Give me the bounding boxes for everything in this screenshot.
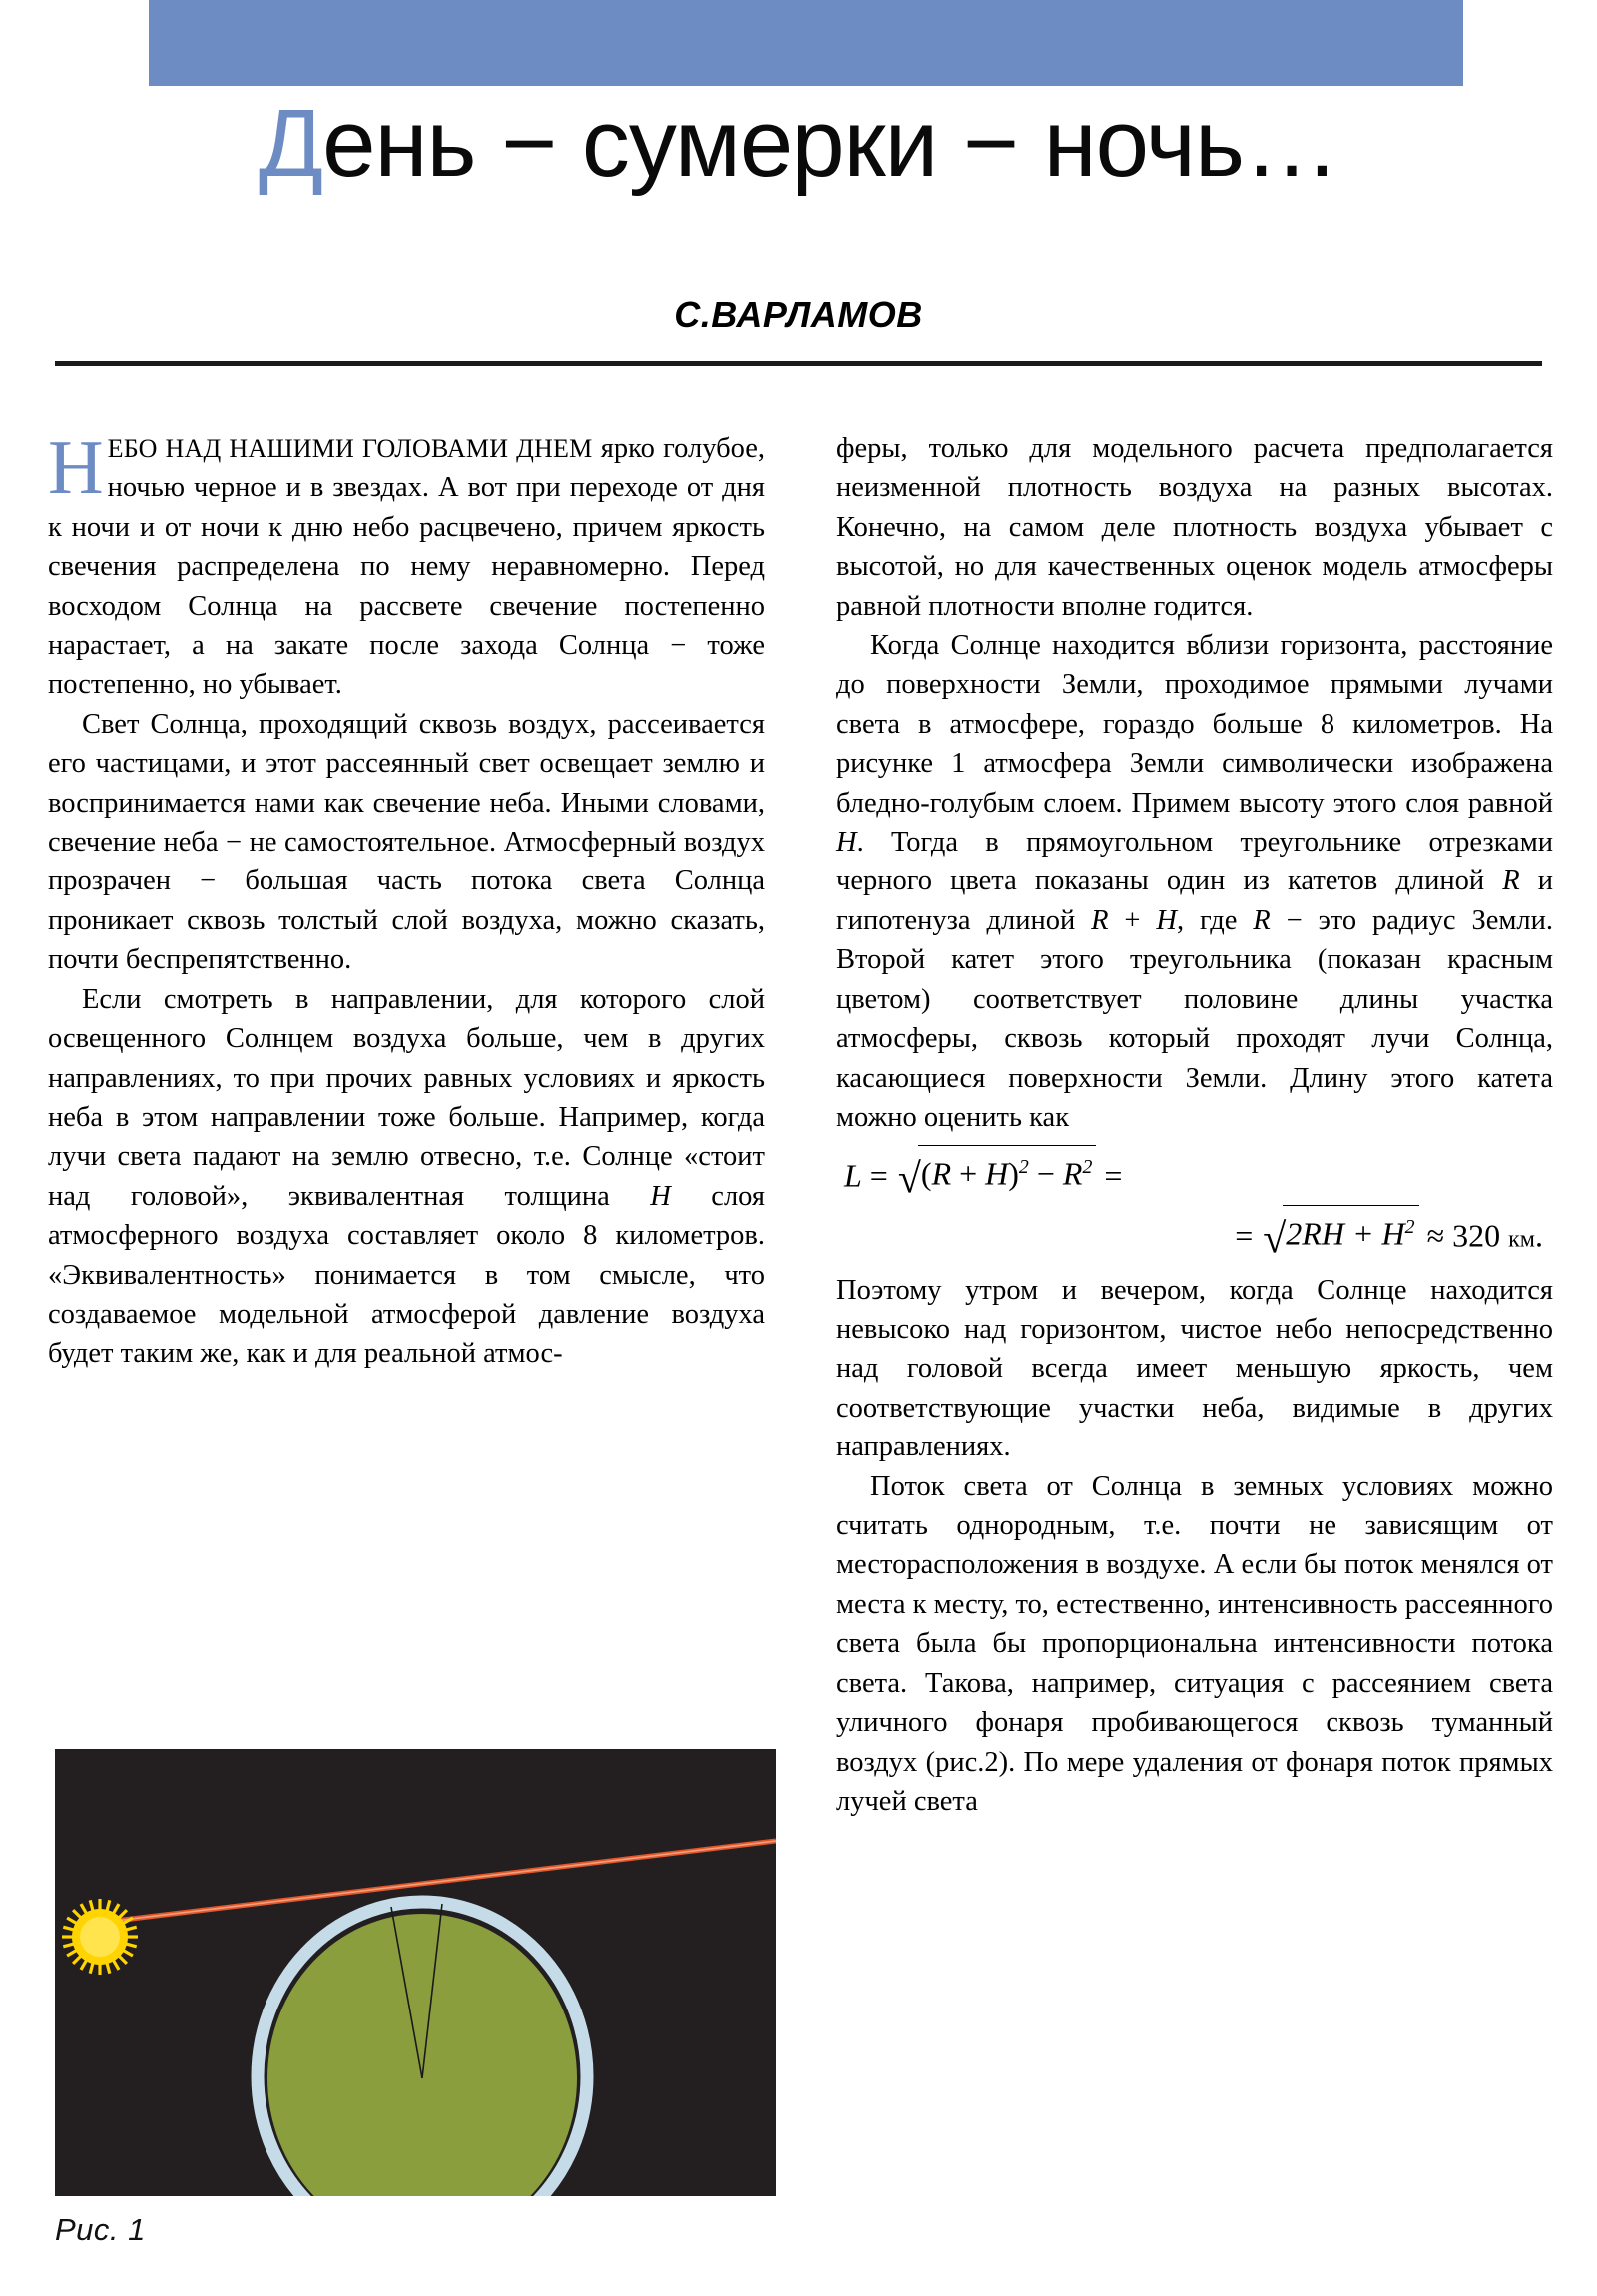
opening-small-caps: ЕБО НАД НАШИМИ ГОЛОВАМИ ДНЕМ — [107, 434, 593, 463]
page-title — [0, 90, 1597, 197]
figure-1-container — [55, 1749, 776, 2248]
radicand-R-squared: R — [1062, 1155, 1083, 1192]
formula-lhs-L: L — [844, 1157, 862, 1194]
figure-1-image — [55, 1749, 776, 2196]
paren-open: ( — [920, 1155, 932, 1192]
title-drop-letter: Д — [259, 90, 323, 197]
paragraph-3 — [48, 980, 765, 1374]
radicand-H: H — [985, 1155, 1009, 1192]
right-text-column — [836, 429, 1553, 1821]
exponent-2-b: 2 — [1082, 1156, 1093, 1179]
formula-unit: км — [1508, 1226, 1535, 1253]
variable-H-layer-height: H — [836, 827, 857, 859]
paragraph-7: Поток света от Солнца в земных условиях можно считать однородным, т.е. почти не зависящим от месторасположения в воздухе. А если бы поток менялся от места к месту, то, естественно, интенсивность рассеянного света была бы пропорциональна интенсивности потока света. Такова, например, ситуация с рассеянием света уличного фонаря пробивающегося сквозь туманный воздух (рис.2). По мере удаления от фонаря поток прямых лучей света — [836, 1470, 1553, 1817]
header-color-bar — [149, 0, 1463, 86]
variable-H: H — [650, 1180, 671, 1212]
radical-sign-icon-2: √ — [1263, 1216, 1287, 1263]
paragraph-3-part-b: слоя атмосферного воздуха составляет около 8 километров. «Эквивалентность» понимается в том смысле, что создаваемое модельной атмосферой давление воздуха будет таким же, как и для реальной атмос- — [48, 1180, 765, 1370]
paragraph-6: Поэтому утром и вечером, когда Солнце находится невысоко над горизонтом, чистое небо непосредственно над головой всегда имеет меньшую яркость, чем соответствующие участки неба, видимые в других направлениях. — [836, 1274, 1553, 1463]
formula-value: 320 — [1452, 1217, 1501, 1254]
paragraph-1-body: ярко голубое, ночью черное и в звездах. А вот при переходе от дня к ночи и от ночи к дню небо расцвечено, причем яркость свечения распределена по нему неравномерно. Перед восходом Солнца на рассвете свечение постепенно нарастает, а на закате после захода Солнца − тоже постепенно, но убывает. — [48, 433, 765, 701]
plus-sign: + — [1108, 904, 1157, 936]
formula-equals-3: = — [1235, 1217, 1254, 1254]
formula-line-1 — [836, 1147, 1553, 1201]
paragraph-5 — [836, 626, 1553, 1137]
paragraph-2: Свет Солнца, проходящий сквозь воздух, рассеивается его частицами, и этот рассеянный свет освещает землю и воспринимается нами как свечение неба. Иными словами, свечение неба − не самостоятельное. Атмосферный воздух прозрачен − большая часть потока света Солнца проникает сквозь толстый слой воздуха, можно сказать, почти беспрепятственно. — [48, 708, 765, 976]
sun-inner-glow — [80, 1917, 120, 1957]
variable-H-hypotenuse: H — [1156, 904, 1177, 936]
paragraph-5-part-a: Когда Солнце находится вблизи горизонта, расстояние до поверхности Земли, проходимое прямыми лучами света в атмосфере, гораздо больше 8 километров. На рисунке 1 атмосфера Земли символически изображена бледно-голубым слоем. Примем высоту этого слоя равной — [836, 630, 1553, 819]
title-text: ень − сумерки − ночь… — [322, 90, 1338, 197]
paragraph-5-part-b: . Тогда в прямоугольном треугольнике отрезками черного цвета показаны один из катетов длиной — [836, 827, 1553, 897]
radicand-plus: + — [951, 1155, 986, 1192]
header-divider-rule — [55, 361, 1542, 366]
paragraph-4: феры, только для модельного расчета предполагается неизменной плотность воздуха на разных высотах. Конечно, на самом деле плотность воздуха убывает с высотой, но для качественных оценок модель атмосферы равной плотности вполне годится. — [836, 433, 1553, 622]
paragraph-5-part-e: − это радиус Земли. Второй катет этого треугольника (показан красным цветом) соответствует половине длины участка атмосферы, сквозь который проходят лучи Солнца, касающиеся поверхности Земли. Длину этого катета можно оценить как — [836, 904, 1554, 1133]
radical-sign-icon: √ — [897, 1156, 921, 1203]
paragraph-1 — [48, 424, 765, 705]
figure-1-svg — [55, 1749, 776, 2196]
formula-equals-2: = — [1104, 1157, 1123, 1194]
radicand-2RH-H: 2RH + H — [1286, 1215, 1405, 1252]
formula-equals-1: = — [869, 1157, 888, 1194]
radicand-2 — [1283, 1205, 1418, 1254]
article-author: С.ВАРЛАМОВ — [674, 294, 923, 335]
formula-line-2 — [836, 1207, 1553, 1261]
radical-1 — [896, 1147, 1097, 1201]
figure-1-caption: Рис. 1 — [55, 2212, 146, 2247]
radicand-R: R — [931, 1155, 952, 1192]
left-text-column — [48, 424, 765, 1374]
formula-block — [836, 1147, 1553, 1263]
paragraph-5-part-d: , где — [1176, 904, 1254, 936]
paragraph-3-part-a: Если смотреть в направлении, для которого слой освещенного Солнцем воздуха больше, чем в других направлениях, то при прочих равных условиях и яркость неба в этом направлении тоже больше. Например, когда лучи света падают на землю отвесно, т.е. Солнце «стоит над головой», эквивалентная толщина — [48, 983, 765, 1212]
sun-icon — [62, 1899, 138, 1975]
paren-close: ) — [1008, 1155, 1019, 1192]
drop-cap-letter: Н — [48, 424, 104, 510]
formula-period: . — [1535, 1217, 1543, 1254]
radicand-minus: − — [1028, 1155, 1063, 1192]
radicand-1 — [918, 1145, 1096, 1194]
paragraph-5-part-c: и гипотенуза длиной — [836, 865, 1553, 936]
approx-sign: ≈ — [1426, 1217, 1445, 1254]
variable-R-radius: R — [1253, 904, 1271, 936]
variable-R-leg: R — [1502, 865, 1520, 897]
exponent-2-c: 2 — [1404, 1215, 1415, 1238]
exponent-2-a: 2 — [1018, 1156, 1029, 1179]
radical-2 — [1261, 1207, 1418, 1261]
variable-R-hypotenuse: R — [1091, 904, 1109, 936]
